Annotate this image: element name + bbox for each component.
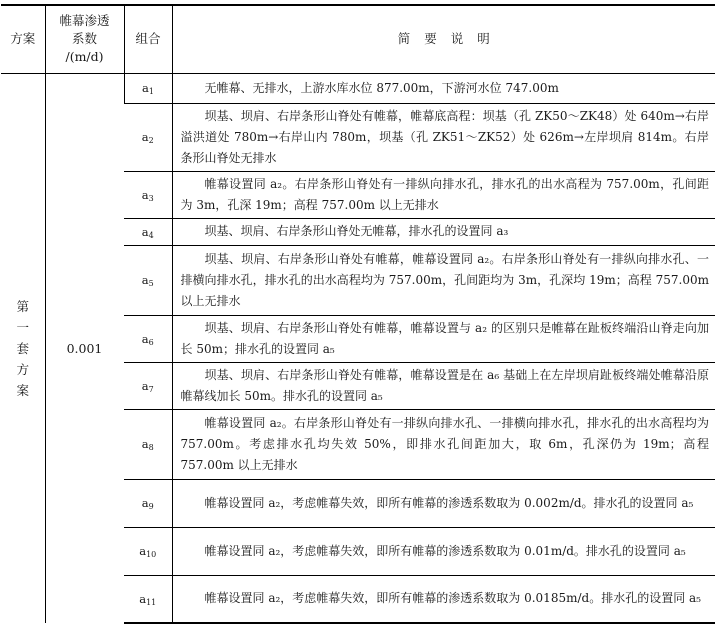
description-text: 帷幕设置同 a₂，考虑帷幕失效，即所有帷幕的渗透系数取为 0.0185m/d。排水孔的设置同 a₅ [204,591,701,606]
combination-letter: a [142,81,149,95]
description-text: 坝基、坝肩、右岸条形山脊处有帷幕，帷幕底高程：坝基（孔 ZK50～ZK48）处 640m→右岸溢洪道处 780m→右岸山内 780m，坝基（孔 ZK51～ZK52）处 626m→左岸坝肩 814m。右岸条形山脊处无排水 [180,108,709,165]
header-coefficient [45,5,124,73]
combination-letter: a [139,544,147,558]
table-header-row [1,5,715,73]
table-row [1,73,715,103]
description-cell [172,409,715,479]
header-combination: 组合 [124,5,172,73]
combination-letter: a [141,273,149,287]
combination-cell [124,103,172,171]
description-text: 帷幕设置同 a₂，考虑帷幕失效，即所有帷幕的渗透系数取为 0.002m/d。排水孔的设置同 a₅ [204,495,694,510]
combination-letter: a [141,378,149,393]
combination-cell [124,409,172,479]
description-text: 坝基、坝肩、右岸条形山脊处无帷幕，排水孔的设置同 a₃ [204,224,509,238]
combination-letter: a [141,331,149,346]
combination-subscript: 8 [148,443,154,452]
combination-subscript: 10 [146,550,157,559]
header-coefficient-line1: 帷幕渗透 [59,13,110,29]
description-text: 坝基、坝肩、右岸条形山脊处有帷幕，帷幕设置是在 a₆ 基础上在左岸坝肩趾板终端处帷幕沿原帷幕线加长 50m。排水孔的设置同 a₅ [180,367,709,403]
description-cell [172,575,715,623]
combination-letter: a [141,437,149,451]
header-coefficient-line2: 系数 [71,31,97,47]
description-cell [172,479,715,527]
combination-subscript: 2 [148,136,154,145]
description-text: 帷幕设置同 a₂。右岸条形山脊处有一排纵向排水孔，排水孔的出水高程为 757.00m，孔间距为 3m，孔深 19m；高程 757.00m 以上无排水 [180,176,709,212]
combination-subscript: 1 [148,87,154,96]
scheme-table [1,4,715,624]
combination-subscript: 4 [148,230,154,240]
header-plan: 方案 [1,5,45,73]
description-text: 坝基、坝肩、右岸条形山脊处有帷幕，帷幕设置同 a₂。右岸条形山脊处有一排纵向排水孔、一排横向排水孔，排水孔的出水高程均为 757.00m，孔间距均为 3m，孔深均 19m；高程 757.00m 以上无排水 [180,251,709,308]
combination-subscript: 5 [148,279,154,288]
combination-letter: a [141,496,149,510]
description-text: 帷幕设置同 a₂，考虑帷幕失效，即所有帷幕的渗透系数取为 0.01m/d。排水孔的设置同 a₅ [204,543,686,558]
header-coefficient-line3: /(m/d) [65,49,104,65]
combination-subscript: 11 [146,597,157,607]
description-cell [172,527,715,575]
combination-cell [124,575,172,623]
combination-cell [124,171,172,218]
plan-char: 案 [16,382,29,398]
combination-cell [124,315,172,362]
description-text: 无帷幕、无排水，上游水库水位 877.00m，下游河水位 747.00m [204,80,559,95]
coefficient-cell: 0.001 [45,73,124,623]
description-cell [172,245,715,315]
plan-char: 第 [16,298,29,314]
description-text: 帷幕设置同 a₂。右岸条形山脊处有一排纵向排水孔、一排横向排水孔，排水孔的出水高程均为 757.00m。考虑排水孔均失效 50%，即排水孔间距加大，取 6m，孔深仍为 19m；高程 757.00m 以上无排水 [180,415,709,472]
combination-subscript: 9 [148,502,154,511]
combination-cell [124,245,172,315]
plan-char: 套 [16,340,29,356]
description-text: 坝基、坝肩、右岸条形山脊处有帷幕，帷幕设置与 a₂ 的区别只是帷幕在趾板终端沿山脊走向加长 50m；排水孔的设置同 a₅ [180,320,709,356]
combination-subscript: 6 [148,337,154,347]
combination-letter: a [141,224,149,239]
combination-cell [124,218,172,245]
combination-letter: a [141,130,149,144]
plan-char: 一 [16,319,29,335]
plan-char: 方 [16,361,29,377]
description-cell [172,218,715,245]
combination-letter: a [141,187,149,202]
combination-cell [124,73,172,103]
description-cell [172,315,715,362]
combination-cell [124,527,172,575]
combination-letter: a [139,591,147,606]
combination-cell [124,362,172,409]
description-cell [172,73,715,103]
description-cell [172,362,715,409]
combination-subscript: 3 [148,193,154,203]
header-description: 简要说明 [172,5,715,73]
combination-subscript: 7 [148,384,154,394]
description-cell [172,171,715,218]
description-cell [172,103,715,171]
plan-cell [1,73,45,623]
combination-cell [124,479,172,527]
